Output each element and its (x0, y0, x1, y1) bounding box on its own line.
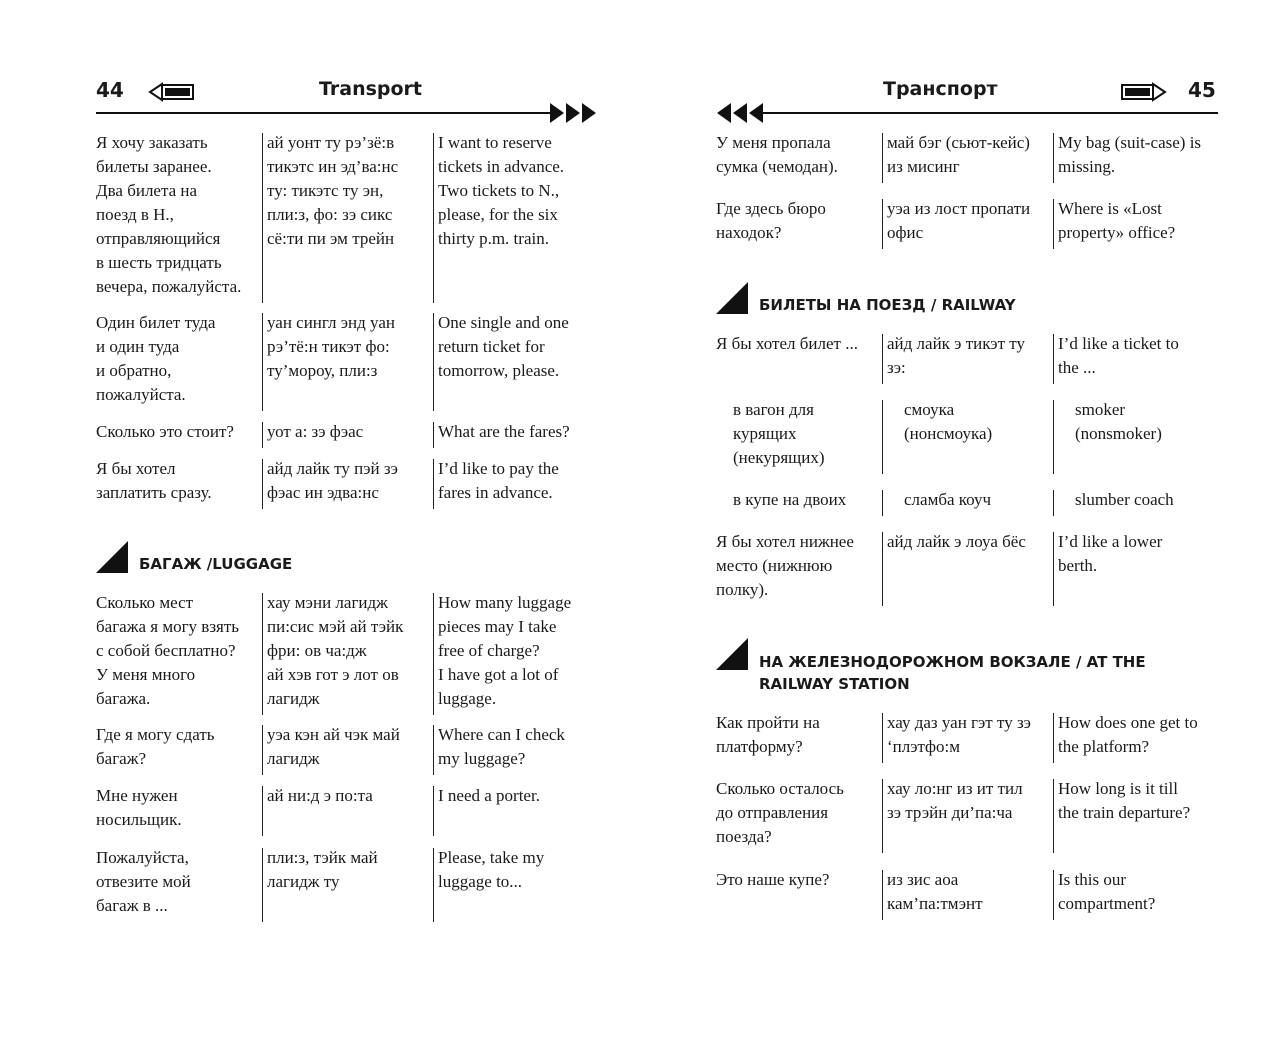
column-divider (262, 422, 263, 448)
russian-phrase-line: багажа я могу взять (96, 617, 240, 636)
english-phrase-line: One single and one (438, 313, 569, 332)
column-divider (433, 313, 434, 411)
column-divider (1053, 713, 1054, 763)
russian-phrase-line: Сколько это стоит? (96, 422, 234, 441)
section-heading-line: RAILWAY STATION (759, 675, 910, 693)
column-divider (262, 848, 263, 922)
russian-phrase (96, 591, 239, 711)
russian-phrase-line: Как пройти на (716, 713, 820, 732)
russian-phrase (733, 398, 825, 470)
russian-phrase-line: Я хочу заказать (96, 133, 208, 152)
russian-phrase-line: Это наше купе? (716, 870, 830, 889)
transcription-line: пли:з, тэйк май (267, 848, 378, 867)
english-phrase-line: the train departure? (1058, 803, 1191, 822)
transcription-line: уэа из лост пропати (887, 199, 1031, 218)
transcription (887, 131, 1030, 179)
pencil-right-icon (1119, 82, 1167, 102)
transcription (267, 723, 400, 771)
section-triangle-icon (716, 638, 748, 670)
transcription-line: зэ трэйн ди’па:ча (887, 803, 1013, 822)
column-divider (433, 133, 434, 303)
russian-phrase (716, 131, 838, 179)
russian-phrase-line: багаж в ... (96, 896, 168, 915)
english-phrase-line: I need a porter. (438, 786, 540, 805)
column-divider (433, 848, 434, 922)
section-heading-station (759, 651, 1146, 695)
transcription-line: ай ни:д э по:та (267, 786, 373, 805)
transcription-line: уэа кэн ай чэк май (267, 725, 400, 744)
russian-phrase-line: (некурящих) (733, 448, 825, 467)
russian-phrase-line: поезда? (716, 827, 772, 846)
column-divider (882, 870, 883, 920)
transcription (267, 846, 378, 894)
transcription (267, 311, 395, 383)
transcription-line: лагидж (267, 749, 320, 768)
english-phrase-line: luggage. (438, 689, 497, 708)
transcription-line: лагидж (267, 689, 320, 708)
russian-phrase (96, 311, 215, 407)
arrows-left-icon (715, 102, 767, 124)
transcription-line: май бэг (сьют-кейс) (887, 133, 1030, 152)
column-divider (1053, 779, 1054, 853)
english-phrase (1058, 711, 1198, 759)
column-divider (1053, 400, 1054, 474)
english-phrase (438, 420, 570, 444)
transcription-line: лагидж ту (267, 872, 340, 891)
russian-phrase-line: поезд в Н., (96, 205, 174, 224)
english-phrase-line: return ticket for (438, 337, 545, 356)
russian-phrase-line: Один билет туда (96, 313, 216, 332)
russian-phrase (96, 131, 241, 299)
column-divider (882, 199, 883, 249)
russian-phrase (716, 868, 829, 892)
column-divider (433, 422, 434, 448)
russian-phrase (716, 711, 820, 759)
russian-phrase-line: курящих (733, 424, 797, 443)
column-divider (262, 313, 263, 411)
section-heading-railway: БИЛЕТЫ НА ПОЕЗД / RAILWAY (759, 296, 1016, 314)
transcription-line: айд лайк э тикэт ту (887, 334, 1025, 353)
russian-phrase-line: Где я могу сдать (96, 725, 215, 744)
transcription-line: смоука (904, 400, 955, 419)
transcription-line: ай уонт ту рэ’зё:в (267, 133, 395, 152)
english-phrase-line: free of charge? (438, 641, 540, 660)
russian-phrase-line: отправляющийся (96, 229, 221, 248)
page-title: Транспорт (883, 78, 998, 100)
transcription-line: тикэтс ин эд’ва:нс (267, 157, 399, 176)
russian-phrase-line: носильщик. (96, 810, 182, 829)
russian-phrase-line: платформу? (716, 737, 803, 756)
english-phrase-line: slumber coach (1075, 490, 1174, 509)
english-phrase (1075, 488, 1174, 512)
english-phrase-line: pieces may I take (438, 617, 557, 636)
section-triangle-icon (96, 541, 128, 573)
english-phrase (1058, 777, 1190, 825)
russian-phrase (733, 488, 846, 512)
russian-phrase-line: Я бы хотел билет ... (716, 334, 858, 353)
transcription-line: пли:з, фо: зэ сикс (267, 205, 393, 224)
english-phrase (438, 131, 564, 251)
english-phrase-line: please, for the six (438, 205, 558, 224)
russian-phrase-line: находок? (716, 223, 782, 242)
english-phrase-line: How long is it till (1058, 779, 1178, 798)
english-phrase (438, 591, 571, 711)
column-divider (882, 713, 883, 763)
russian-phrase-line: в вагон для (733, 400, 814, 419)
russian-phrase-line: место (нижнюю (716, 556, 833, 575)
russian-phrase (716, 777, 844, 849)
transcription (887, 332, 1025, 380)
english-phrase (1058, 868, 1155, 916)
column-divider (433, 459, 434, 509)
transcription-line: рэ’тё:н тикэт фо: (267, 337, 390, 356)
transcription-line: сламба коуч (904, 490, 992, 509)
transcription-line: хау даз уан гэт ту зэ (887, 713, 1031, 732)
transcription-line: ту: тикэтс ту эн, (267, 181, 384, 200)
column-divider (1053, 133, 1054, 183)
transcription-line: уот а: зэ фэас (267, 422, 364, 441)
transcription-line: из мисинг (887, 157, 960, 176)
english-phrase (438, 846, 544, 894)
russian-phrase-line: Два билета на (96, 181, 198, 200)
transcription-line: сё:ти пи эм трейн (267, 229, 395, 248)
english-phrase-line: I’d like a lower (1058, 532, 1163, 551)
english-phrase-line: I have got a lot of (438, 665, 559, 684)
russian-phrase-line: билеты заранее. (96, 157, 212, 176)
english-phrase-line: I’d like a ticket to (1058, 334, 1179, 353)
russian-phrase-line: багажа. (96, 689, 151, 708)
column-divider (1053, 532, 1054, 606)
pencil-left-icon (148, 82, 196, 102)
russian-phrase-line: У меня пропала (716, 133, 831, 152)
transcription (267, 131, 398, 251)
header-rule (761, 112, 1218, 114)
english-phrase-line: Is this our (1058, 870, 1126, 889)
english-phrase (1075, 398, 1162, 446)
column-divider (262, 593, 263, 715)
column-divider (1053, 870, 1054, 920)
transcription-line: фэас ин эдва:нс (267, 483, 379, 502)
english-phrase (438, 457, 559, 505)
russian-phrase-line: полку). (716, 580, 769, 599)
column-divider (882, 532, 883, 606)
russian-phrase-line: Пожалуйста, (96, 848, 189, 867)
transcription-line: ‘плэтфо:м (887, 737, 960, 756)
russian-phrase-line: сумка (чемодан). (716, 157, 838, 176)
transcription (267, 457, 398, 505)
english-phrase-line: Where can I check (438, 725, 565, 744)
column-divider (433, 786, 434, 836)
transcription (904, 488, 991, 512)
column-divider (882, 334, 883, 384)
english-phrase-line: the ... (1058, 358, 1096, 377)
russian-phrase-line: Я бы хотел (96, 459, 176, 478)
english-phrase-line: My bag (suit-case) is (1058, 133, 1202, 152)
transcription (887, 777, 1023, 825)
english-phrase-line: smoker (1075, 400, 1126, 419)
english-phrase-line: What are the fares? (438, 422, 570, 441)
russian-phrase-line: Сколько мест (96, 593, 194, 612)
russian-phrase (716, 197, 826, 245)
column-divider (882, 400, 883, 474)
column-divider (1053, 490, 1054, 516)
russian-phrase (96, 457, 212, 505)
english-phrase (1058, 530, 1162, 578)
transcription-line: айд лайк э лоуа бёс (887, 532, 1026, 551)
russian-phrase-line: Сколько осталось (716, 779, 844, 798)
russian-phrase-line: до отправления (716, 803, 829, 822)
section-triangle-icon (716, 282, 748, 314)
russian-phrase-line: отвезите мой (96, 872, 191, 891)
russian-phrase-line: Мне нужен (96, 786, 178, 805)
english-phrase (438, 723, 565, 771)
english-phrase-line: Where is «Lost (1058, 199, 1162, 218)
transcription (267, 784, 373, 808)
page-number: 44 (96, 78, 124, 102)
page-title: Transport (319, 78, 423, 100)
english-phrase-line: compartment? (1058, 894, 1156, 913)
transcription-line: из зис аоа (887, 870, 959, 889)
english-phrase (438, 311, 569, 383)
column-divider (882, 133, 883, 183)
header-rule (96, 112, 556, 114)
russian-phrase (96, 846, 191, 918)
russian-phrase-line: с собой бесплатно? (96, 641, 236, 660)
english-phrase (438, 784, 540, 808)
english-phrase-line: How does one get to (1058, 713, 1198, 732)
russian-phrase-line: Я бы хотел нижнее (716, 532, 854, 551)
page-number: 45 (1188, 78, 1216, 102)
transcription (887, 197, 1030, 245)
english-phrase (1058, 332, 1179, 380)
russian-phrase (96, 420, 234, 444)
english-phrase-line: fares in advance. (438, 483, 553, 502)
english-phrase-line: (nonsmoker) (1075, 424, 1162, 443)
english-phrase-line: Please, take my (438, 848, 545, 867)
arrows-right-icon (548, 102, 600, 124)
transcription-line: офис (887, 223, 924, 242)
english-phrase-line: my luggage? (438, 749, 526, 768)
right-page (635, 0, 1270, 1045)
russian-phrase-line: багаж? (96, 749, 147, 768)
transcription (267, 591, 403, 711)
english-phrase-line: thirty p.m. train. (438, 229, 549, 248)
russian-phrase-line: в купе на двоих (733, 490, 847, 509)
english-phrase-line: luggage to... (438, 872, 523, 891)
transcription-line: пи:сис мэй ай тэйк (267, 617, 404, 636)
english-phrase-line: missing. (1058, 157, 1116, 176)
russian-phrase-line: Где здесь бюро (716, 199, 826, 218)
english-phrase-line: property» office? (1058, 223, 1176, 242)
transcription-line: хау ло:нг из ит тил (887, 779, 1023, 798)
transcription-line: кам’па:тмэнт (887, 894, 983, 913)
english-phrase-line: How many luggage (438, 593, 572, 612)
transcription-line: айд лайк ту пэй зэ (267, 459, 398, 478)
column-divider (262, 459, 263, 509)
column-divider (262, 133, 263, 303)
russian-phrase (716, 530, 854, 602)
russian-phrase-line: заплатить сразу. (96, 483, 212, 502)
russian-phrase (716, 332, 858, 356)
english-phrase-line: Two tickets to N., (438, 181, 560, 200)
english-phrase-line: tickets in advance. (438, 157, 565, 176)
transcription (904, 398, 992, 446)
transcription-line: (нонсмоука) (904, 424, 993, 443)
english-phrase-line: I want to reserve (438, 133, 552, 152)
russian-phrase-line: в шесть тридцать (96, 253, 222, 272)
transcription-line: ай хэв гот э лот ов (267, 665, 399, 684)
russian-phrase (96, 784, 182, 832)
transcription-line: зэ: (887, 358, 906, 377)
english-phrase (1058, 197, 1175, 245)
section-heading-line: НА ЖЕЛЕЗНОДОРОЖНОМ ВОКЗАЛЕ / AT THE (759, 653, 1146, 671)
russian-phrase-line: и один туда (96, 337, 180, 356)
column-divider (262, 786, 263, 836)
column-divider (1053, 199, 1054, 249)
russian-phrase-line: пожалуйста. (96, 385, 186, 404)
english-phrase-line: I’d like to pay the (438, 459, 559, 478)
column-divider (262, 725, 263, 775)
english-phrase (1058, 131, 1201, 179)
column-divider (433, 725, 434, 775)
english-phrase-line: tomorrow, please. (438, 361, 560, 380)
section-heading-luggage: БАГАЖ /LUGGAGE (139, 555, 293, 573)
transcription-line: хау мэни лагидж (267, 593, 388, 612)
russian-phrase-line: У меня много (96, 665, 196, 684)
transcription (887, 530, 1026, 554)
column-divider (882, 779, 883, 853)
russian-phrase (96, 723, 215, 771)
transcription (887, 868, 983, 916)
english-phrase-line: the platform? (1058, 737, 1150, 756)
column-divider (1053, 334, 1054, 384)
transcription-line: ту’мороу, пли:з (267, 361, 378, 380)
russian-phrase-line: и обратно, (96, 361, 172, 380)
transcription-line: фри: ов ча:дж (267, 641, 367, 660)
russian-phrase-line: вечера, пожалуйста. (96, 277, 242, 296)
transcription-line: уан сингл энд уан (267, 313, 395, 332)
transcription (267, 420, 363, 444)
english-phrase-line: berth. (1058, 556, 1098, 575)
column-divider (433, 593, 434, 715)
column-divider (882, 490, 883, 516)
transcription (887, 711, 1031, 759)
